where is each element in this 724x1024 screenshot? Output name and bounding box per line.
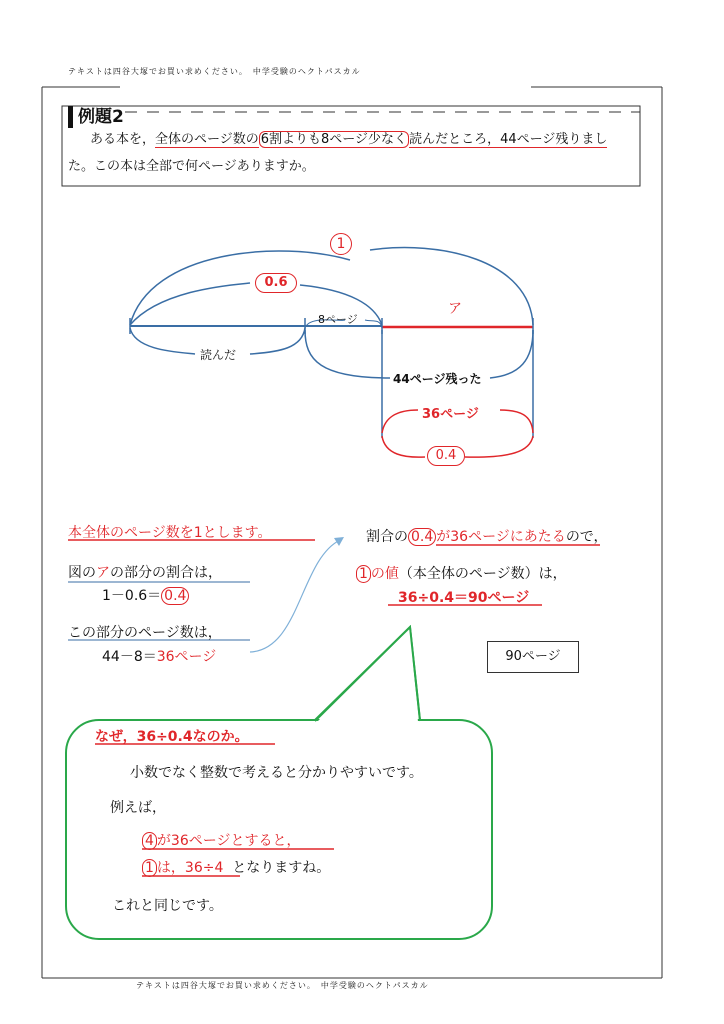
bubble-line-2: 例えば， — [110, 800, 166, 816]
right-line2-red: の値 — [370, 566, 399, 582]
problem-title-text: 例題2 — [78, 107, 124, 127]
header-note: テキストは四谷大塚でお買い求めください。 中学受験のヘクトパスカル — [68, 67, 361, 76]
page-calc-result: 36ページ — [156, 649, 217, 665]
right-line1-red: が36ページにあたる — [436, 529, 566, 545]
label-one: 1 — [330, 233, 352, 255]
right-line2-suffix: （本全体のページ数）は， — [398, 566, 567, 582]
problem-text-a: ある本を， — [90, 132, 156, 147]
label-eight-pages: 8ページ — [318, 313, 358, 326]
problem-text-c: 6割よりも8ページ少なく — [260, 132, 408, 147]
solution-premise: 本全体のページ数を1とします。 — [68, 525, 272, 541]
problem-line-2: た。この本は全部で何ページありますか。 — [68, 159, 315, 174]
bubble-line4-circ: 1 — [142, 859, 157, 877]
problem-text-e: 44ページ残りまし — [500, 132, 608, 147]
right-line1-val: 0.4 — [408, 528, 436, 546]
right-line2-circ: 1 — [356, 565, 371, 583]
page-calc-prefix: 44－8＝ — [102, 649, 157, 665]
bubble-line-5: これと同じです。 — [112, 898, 223, 914]
bubble-line3-circ: 4 — [142, 832, 157, 850]
problem-text-b: 全体のページ数の — [155, 132, 259, 147]
label-zero-six: 0.6 — [255, 273, 297, 293]
a-ratio-a: ア — [96, 565, 110, 581]
right-line1-prefix: 割合の — [366, 529, 408, 545]
solution-right-line-3: 36÷0.4＝90ページ — [398, 590, 530, 606]
a-calc-result: 0.4 — [161, 587, 189, 605]
label-remaining: 44ページ残った — [393, 372, 482, 386]
right-line1-suffix: ので， — [565, 529, 608, 545]
bubble-line-4 — [142, 857, 330, 877]
a-calc-prefix: 1－0.6＝ — [102, 588, 162, 604]
answer-box: 90ページ — [487, 641, 579, 673]
bubble-line-3 — [142, 830, 300, 850]
label-thirty-six: 36ページ — [422, 407, 479, 422]
bubble-line3-rest: が36ページとすると， — [156, 833, 301, 849]
label-zero-four: 0.4 — [427, 446, 465, 466]
bubble-question: なぜ，36÷0.4なのか。 — [95, 729, 249, 745]
bubble-line4-suffix: となりますね。 — [232, 860, 331, 876]
a-ratio-suffix: の部分の割合は， — [110, 565, 222, 581]
bubble-line-1: 小数でなく整数で考えると分かりやすいです。 — [130, 765, 423, 781]
problem-text-d: 読んだところ， — [409, 132, 501, 147]
label-a: ア — [448, 301, 462, 317]
solution-page-count-label: この部分のページ数は， — [68, 625, 222, 641]
label-read: 読んだ — [200, 348, 237, 362]
footer-note: テキストは四谷大塚でお買い求めください。 中学受験のヘクトパスカル — [136, 981, 429, 990]
bubble-line4-rest: は，36÷4 — [156, 860, 224, 876]
a-ratio-prefix: 図の — [68, 565, 96, 581]
